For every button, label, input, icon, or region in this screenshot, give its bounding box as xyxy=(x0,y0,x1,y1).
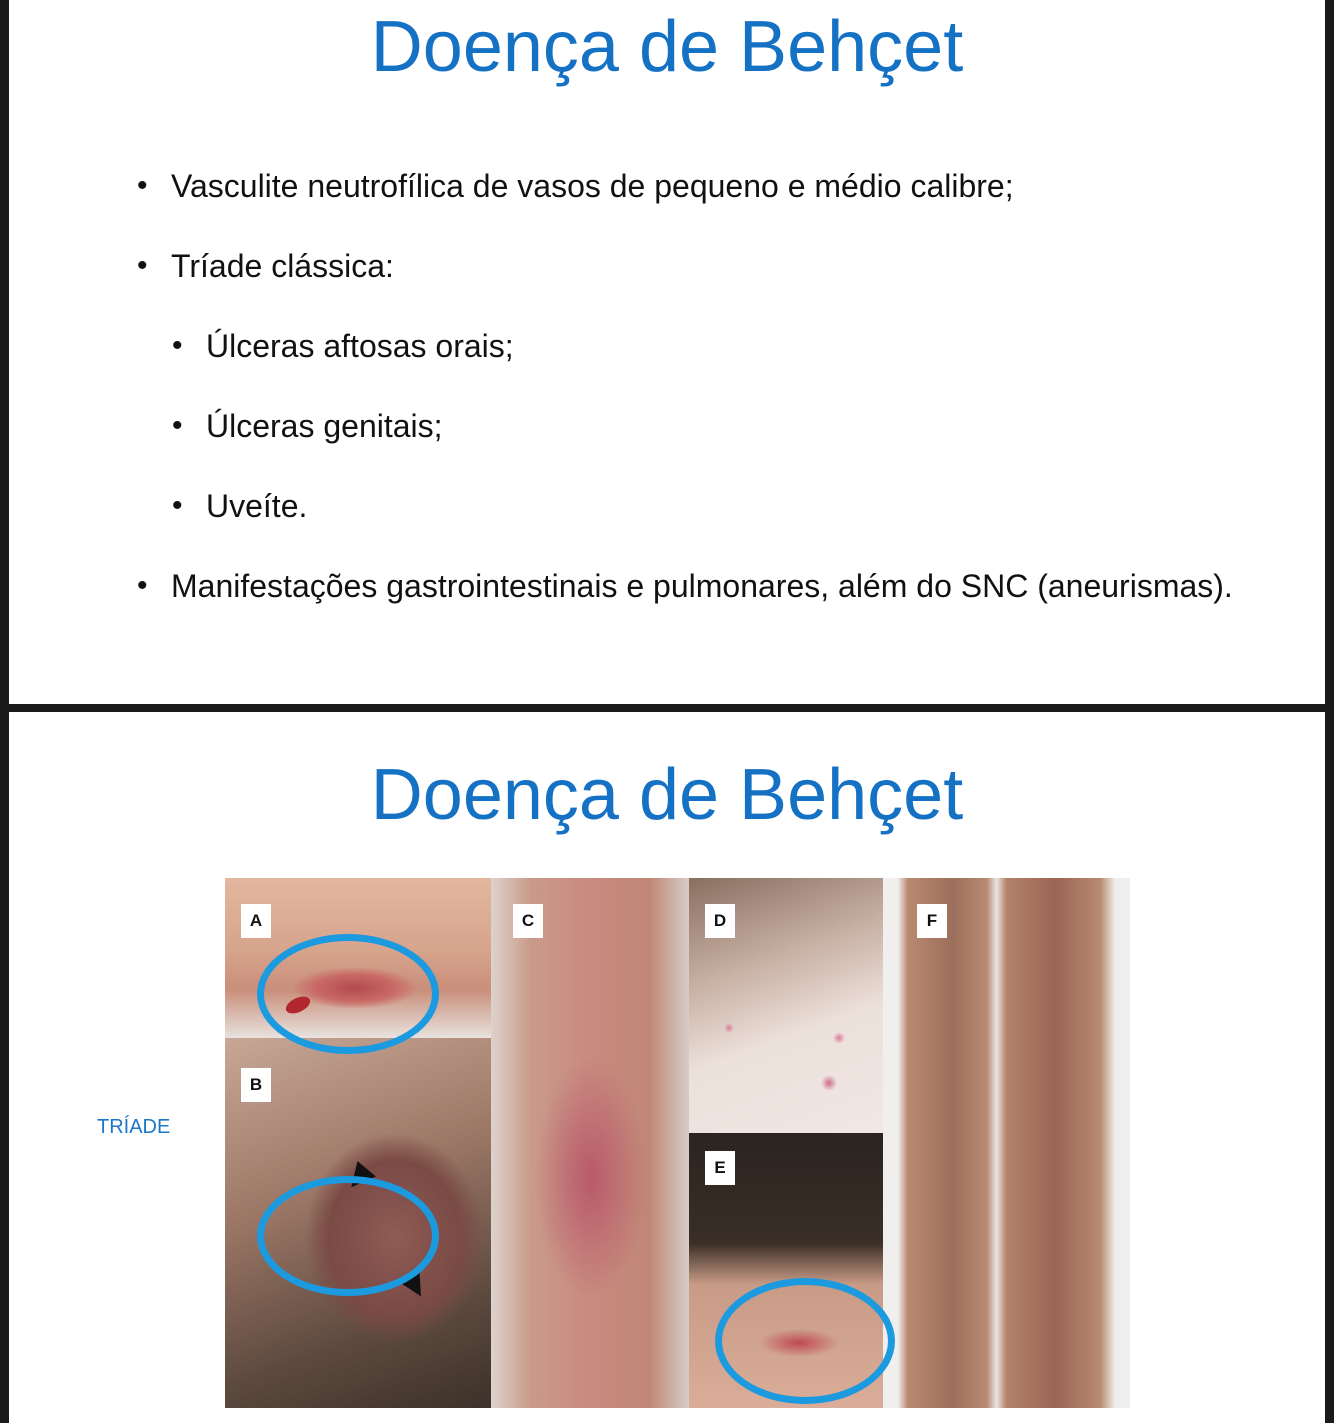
highlight-circle-genital xyxy=(257,1176,439,1296)
panel-f-legs-photo xyxy=(883,878,1130,1408)
bullet-text: Úlceras aftosas orais; xyxy=(206,328,514,364)
bullet-text: Uveíte. xyxy=(206,488,308,524)
slide-title: Doença de Behçet xyxy=(370,755,964,835)
bullet-text: Tríade clássica: xyxy=(171,248,394,284)
bullet-text: Úlceras genitais; xyxy=(206,408,443,444)
panel-d-skin-lesions-photo xyxy=(689,878,883,1133)
sub-bullet-item xyxy=(172,406,443,446)
slide-1 xyxy=(9,0,1325,704)
triade-label: TRÍADE xyxy=(97,1116,171,1138)
bullet-text: Manifestações gastrointestinais e pulmonares, além do SNC (aneurismas). xyxy=(171,568,1233,604)
clinical-photo-collage xyxy=(225,878,1130,1408)
panel-label-b: B xyxy=(241,1068,271,1102)
bullet-dot: • xyxy=(172,489,183,522)
bullet-dot: • xyxy=(137,169,148,202)
panel-label-a: A xyxy=(241,904,271,938)
slide-title: Doença de Behçet xyxy=(370,7,964,87)
bullet-item xyxy=(137,566,1233,606)
bullet-item xyxy=(137,166,1014,206)
panel-label-e: E xyxy=(705,1151,735,1185)
bullet-text: Vasculite neutrofílica de vasos de pequeno e médio calibre; xyxy=(171,168,1014,204)
sub-bullet-item xyxy=(172,486,308,526)
bullet-item xyxy=(137,246,394,286)
bullet-dot: • xyxy=(172,329,183,362)
slide-2 xyxy=(9,712,1325,1423)
panel-label-c: C xyxy=(513,904,543,938)
highlight-circle-eye xyxy=(715,1278,895,1404)
bullet-dot: • xyxy=(137,569,148,602)
sub-bullet-item xyxy=(172,326,514,366)
panel-label-d: D xyxy=(705,904,735,938)
bullet-dot: • xyxy=(137,249,148,282)
bullet-dot: • xyxy=(172,409,183,442)
panel-c-leg-erythema-photo xyxy=(491,878,689,1408)
highlight-circle-oral xyxy=(257,934,439,1054)
panel-label-f: F xyxy=(917,904,947,938)
